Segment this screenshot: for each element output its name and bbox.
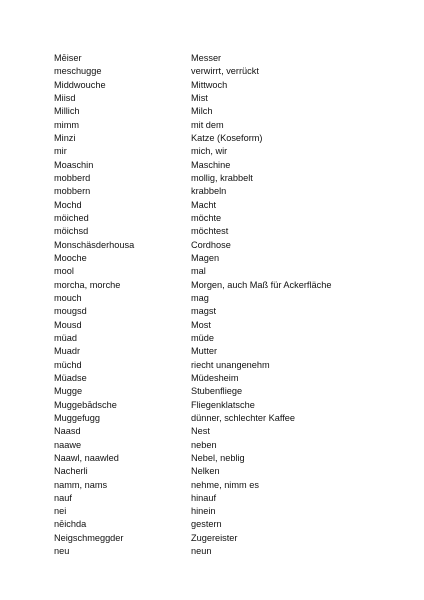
table-row <box>54 52 394 65</box>
dialect-term: meschugge <box>54 66 102 77</box>
dialect-term: müad <box>54 332 77 343</box>
german-translation: dünner, schlechter Kaffee <box>191 412 296 423</box>
table-row <box>54 265 394 278</box>
german-translation: neun <box>191 546 212 557</box>
table-row <box>54 439 394 452</box>
table-row <box>54 452 394 465</box>
german-translation: gestern <box>191 519 222 530</box>
table-row <box>54 239 394 252</box>
dialect-term: mouch <box>54 292 82 303</box>
german-translation: Fliegenklatsche <box>191 399 255 410</box>
dialect-term: nei <box>54 506 67 517</box>
dialect-term: möichsd <box>54 226 89 237</box>
table-row <box>54 518 394 531</box>
german-translation: mich, wir <box>191 146 228 157</box>
german-translation: Messer <box>191 53 222 63</box>
table-row <box>54 119 394 132</box>
german-translation: Magen <box>191 252 220 263</box>
table-row <box>54 172 394 185</box>
table-row <box>54 292 394 305</box>
dialect-term: Mooche <box>54 252 87 263</box>
german-translation: möchte <box>191 212 222 223</box>
dialect-term: Nacherli <box>54 466 88 477</box>
german-translation: mal <box>191 266 206 277</box>
german-translation: Müdesheim <box>191 372 239 383</box>
dialect-term: mimm <box>54 119 80 130</box>
table-row <box>54 212 394 225</box>
german-translation: magst <box>191 306 217 317</box>
table-row <box>54 345 394 358</box>
german-translation: Nebel, neblig <box>191 452 245 463</box>
table-row <box>54 185 394 198</box>
table-row <box>54 332 394 345</box>
dialect-term: mool <box>54 266 74 277</box>
dialect-term: Minzi <box>54 132 76 143</box>
dialect-term: namm, nams <box>54 479 108 490</box>
german-translation: Morgen, auch Maß für Ackerfläche <box>191 279 332 290</box>
dialect-term: Mousd <box>54 319 82 330</box>
german-translation: krabbeln <box>191 186 227 197</box>
table-row <box>54 252 394 265</box>
german-translation: riecht unangenehm <box>191 359 270 370</box>
dialect-term: Mochd <box>54 199 82 210</box>
dialect-term: mobberd <box>54 172 91 183</box>
table-row <box>54 412 394 425</box>
german-translation: Mutter <box>191 346 218 357</box>
table-row <box>54 225 394 238</box>
table-row <box>54 479 394 492</box>
german-translation: Nest <box>191 426 210 437</box>
table-row <box>54 359 394 372</box>
dialect-term: Naasd <box>54 426 81 437</box>
german-translation: Nelken <box>191 466 220 477</box>
dialect-term: nēichda <box>54 519 87 530</box>
dialect-term: morcha, morche <box>54 279 121 290</box>
table-row <box>54 385 394 398</box>
dialect-term: naawe <box>54 439 82 450</box>
dialect-term: Moaschin <box>54 159 94 170</box>
dialect-term: Neigschmeggder <box>54 532 124 543</box>
dialect-term: Müadse <box>54 372 87 383</box>
table-row <box>54 159 394 172</box>
german-translation: Cordhose <box>191 239 231 250</box>
german-translation: Mist <box>191 92 208 103</box>
dialect-term: Middwouche <box>54 79 106 90</box>
table-row <box>54 399 394 412</box>
german-translation: nehme, nimm es <box>191 479 259 490</box>
dialect-term: Millich <box>54 106 80 117</box>
table-row <box>54 279 394 292</box>
table-row <box>54 492 394 505</box>
dialect-term: Naawl, naawled <box>54 452 119 463</box>
german-translation: hinauf <box>191 492 217 503</box>
dialect-term: Monschäsderhousa <box>54 239 135 250</box>
german-translation: Katze (Koseform) <box>191 132 263 143</box>
german-translation: neben <box>191 439 217 450</box>
german-translation: Most <box>191 319 211 330</box>
dialect-term: nauf <box>54 492 72 503</box>
german-translation: Zugereister <box>191 532 238 543</box>
dialect-term: mougsd <box>54 306 87 317</box>
table-row <box>54 79 394 92</box>
german-translation: Maschine <box>191 159 231 170</box>
dialect-term: Mēiser <box>54 53 82 63</box>
dialect-term: Muggefugg <box>54 412 100 423</box>
table-row <box>54 532 394 545</box>
dialect-term: Mugge <box>54 386 83 397</box>
glossary-table <box>54 52 394 558</box>
dialect-term: möiched <box>54 212 89 223</box>
german-translation: möchtest <box>191 226 229 237</box>
german-translation: müde <box>191 332 214 343</box>
table-row <box>54 545 394 558</box>
table-row <box>54 92 394 105</box>
german-translation: Milch <box>191 106 213 117</box>
german-translation: Stubenfliege <box>191 386 243 397</box>
table-row <box>54 305 394 318</box>
german-translation: verwirrt, verrückt <box>191 66 259 77</box>
dialect-term: mir <box>54 146 67 157</box>
table-row <box>54 319 394 332</box>
dialect-term: Muadr <box>54 346 81 357</box>
dialect-term: mobbern <box>54 186 91 197</box>
table-row <box>54 105 394 118</box>
dialect-term: Miisd <box>54 92 76 103</box>
table-row <box>54 65 394 78</box>
table-row <box>54 145 394 158</box>
dialect-term: müchd <box>54 359 82 370</box>
german-translation: mag <box>191 292 209 303</box>
german-translation: Macht <box>191 199 217 210</box>
table-row <box>54 132 394 145</box>
table-row <box>54 425 394 438</box>
dialect-term: neu <box>54 546 70 557</box>
table-row <box>54 199 394 212</box>
table-row <box>54 465 394 478</box>
german-translation: mollig, krabbelt <box>191 172 253 183</box>
dialect-term: Muggebādsche <box>54 399 117 410</box>
german-translation: mit dem <box>191 119 224 130</box>
german-translation: Mittwoch <box>191 79 228 90</box>
table-row <box>54 505 394 518</box>
german-translation: hinein <box>191 506 216 517</box>
table-row <box>54 372 394 385</box>
